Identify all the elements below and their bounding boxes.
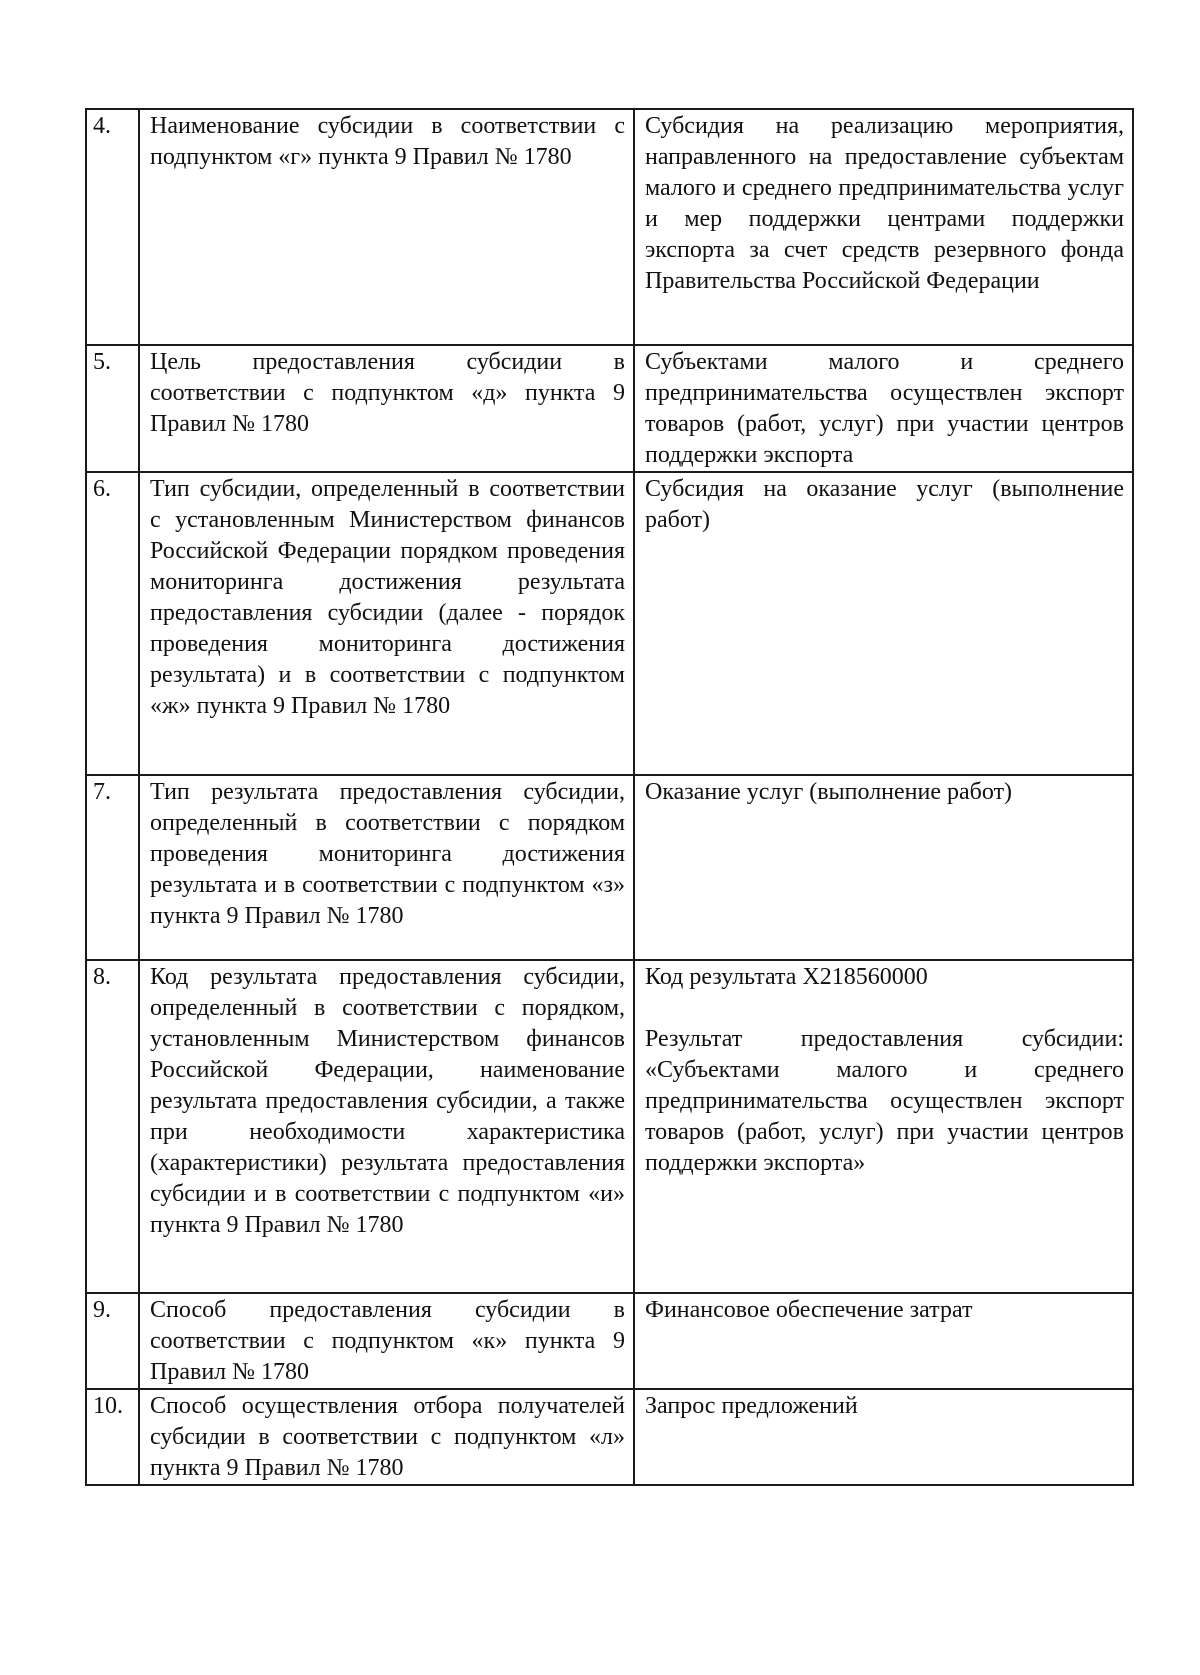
- row-number: 7.: [86, 775, 139, 960]
- row-number: 9.: [86, 1293, 139, 1389]
- row-label: Тип субсидии, определенный в соответствии с установленным Министерством финансов Российской Федерации порядком проведения мониторинга достижения результата предоставления субсидии (далее - порядок проведения мониторинга достижения результата) и в соответствии с подпунктом «ж» пункта 9 Правил № 1780: [139, 472, 634, 775]
- table-row: [86, 1389, 1133, 1485]
- row-value: Субъектами малого и среднего предпринимательства осуществлен экспорт товаров (работ, услуг) при участии центров поддержки экспорта: [634, 345, 1133, 472]
- result-code: Код результата X218560000: [645, 964, 928, 990]
- row-label: Способ предоставления субсидии в соответствии с подпунктом «к» пункта 9 Правил № 1780: [139, 1293, 634, 1389]
- table-row: [86, 345, 1133, 472]
- row-number: 6.: [86, 472, 139, 775]
- subsidy-parameters-table: [85, 108, 1134, 1486]
- row-number: 10.: [86, 1389, 139, 1485]
- row-number: 4.: [86, 109, 139, 345]
- row-value: Финансовое обеспечение затрат: [634, 1293, 1133, 1389]
- row-label: Тип результата предоставления субсидии, определенный в соответствии с порядком проведения мониторинга достижения результата и в соответствии с подпунктом «з» пункта 9 Правил № 1780: [139, 775, 634, 960]
- row-number: 8.: [86, 960, 139, 1293]
- table-row: [86, 960, 1133, 1293]
- row-number: 5.: [86, 345, 139, 472]
- paragraph-gap: [645, 993, 1124, 1024]
- table-row: [86, 109, 1133, 345]
- row-value-cell: [634, 960, 1133, 1293]
- table-row: [86, 775, 1133, 960]
- table-row: [86, 472, 1133, 775]
- row-value: Запрос предложений: [634, 1389, 1133, 1485]
- row-label: Код результата предоставления субсидии, определенный в соответствии с порядком, установленным Министерством финансов Российской Федерации, наименование результата предоставления субсидии, а также при необходимости характеристика (характеристики) результата предоставления субсидии и в соответствии с подпунктом «и» пункта 9 Правил № 1780: [139, 960, 634, 1293]
- result-description: Результат предоставления субсидии: «Субъектами малого и среднего предпринимательства осуществлен экспорт товаров (работ, услуг) при участии центров поддержки экспорта»: [645, 1026, 1124, 1176]
- row-value: Субсидия на реализацию мероприятия, направленного на предоставление субъектам малого и среднего предпринимательства услуг и мер поддержки центрами поддержки экспорта за счет средств резервного фонда Правительства Российской Федерации: [634, 109, 1133, 345]
- row-label: Цель предоставления субсидии в соответствии с подпунктом «д» пункта 9 Правил № 1780: [139, 345, 634, 472]
- row-value: Субсидия на оказание услуг (выполнение работ): [634, 472, 1133, 775]
- row-value: Оказание услуг (выполнение работ): [634, 775, 1133, 960]
- row-label: Наименование субсидии в соответствии с подпунктом «г» пункта 9 Правил № 1780: [139, 109, 634, 345]
- row-label: Способ осуществления отбора получателей субсидии в соответствии с подпунктом «л» пункта 9 Правил № 1780: [139, 1389, 634, 1485]
- table-row: [86, 1293, 1133, 1389]
